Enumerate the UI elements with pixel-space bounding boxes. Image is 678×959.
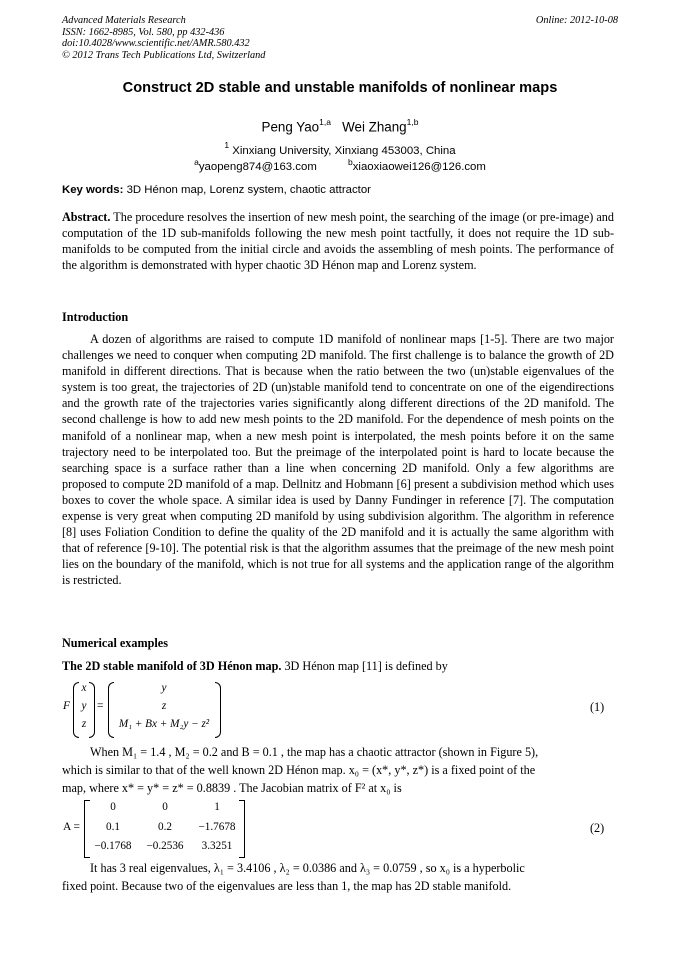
journal-name: Advanced Materials Research xyxy=(62,15,186,26)
eq2-cell: −1.7678 xyxy=(198,821,236,833)
eq1-equals: = xyxy=(97,700,104,712)
numerical-heading: Numerical examples xyxy=(62,636,168,650)
henon-subheading: The 2D stable manifold of 3D Hénon map. xyxy=(62,659,282,673)
when-line-2: which is similar to that of the well known 2D Hénon map. x₀ = (x*, y*, z*) is a fixed point of the xyxy=(62,763,536,777)
copyright-line: © 2012 Trans Tech Publications Ltd, Switzerland xyxy=(62,49,266,61)
eq1-rhs-1: y xyxy=(161,682,167,694)
eq2-number: (2) xyxy=(590,821,605,835)
author-2-name: Wei Zhang xyxy=(342,119,407,135)
abstract-label: Abstract. xyxy=(62,210,111,224)
eq1-F: F xyxy=(63,700,71,712)
keywords xyxy=(62,184,371,196)
keywords-text: 3D Hénon map, Lorenz system, chaotic attractor xyxy=(123,184,371,196)
eq1-vec-x: x xyxy=(81,682,87,694)
eq2-cell: −0.2536 xyxy=(146,840,184,852)
online-date: Online: 2012-10-08 xyxy=(535,15,618,26)
eq2-cell: 1 xyxy=(214,801,220,813)
email-a-sup: a xyxy=(194,157,199,167)
email-b[interactable]: xiaoxiaowei126@126.com xyxy=(352,160,486,173)
abstract-text: The procedure resolves the insertion of new mesh point, the searching of the image (or pre-image) and computation of the 1D sub-manifolds following the new mesh point tactfully, it does not require the 1D sub-manifolds to be computed from the initial circle and avoids the assembling of mesh points. The performance of the algorithm is demonstrated with hyper chaotic 3D Hénon map and Lorenz system. xyxy=(62,210,614,273)
issn-line: ISSN: 1662-8985, Vol. 580, pp 432-436 xyxy=(62,26,225,38)
email-line xyxy=(62,157,618,173)
journal-header xyxy=(62,15,618,61)
henon-intro-text: 3D Hénon map [11] is defined by xyxy=(281,659,448,673)
eq2-lhs: A = xyxy=(63,821,81,833)
abstract xyxy=(62,209,614,273)
affiliation-text: Xinxiang University, Xinxiang 453003, China xyxy=(229,144,456,157)
henon-subsection xyxy=(62,658,614,674)
eq2-cell: 3.3251 xyxy=(201,840,233,852)
affiliation-sup: 1 xyxy=(224,140,230,150)
author-1-name: Peng Yao xyxy=(261,119,320,135)
author-2-sup: 1,b xyxy=(406,117,419,127)
eq2-cell: 0.1 xyxy=(106,821,120,833)
eigen-line-2: fixed point. Because two of the eigenvalues are less than 1, the map has 2D stable manifold. xyxy=(62,879,512,893)
eq1-rhs-3: M₁ + Bx + M₂y − z² xyxy=(118,718,210,730)
eq1-vec-z: z xyxy=(81,718,87,730)
intro-heading: Introduction xyxy=(62,310,129,324)
eq1-vec-y: y xyxy=(81,700,87,712)
eq1-number: (1) xyxy=(590,700,605,714)
keywords-label: Key words: xyxy=(62,184,124,196)
eq2-cell: −0.1768 xyxy=(94,840,132,852)
author-1-sup: 1,a xyxy=(319,117,331,127)
paper-title: Construct 2D stable and unstable manifolds of nonlinear maps xyxy=(122,80,558,96)
email-b-sup: b xyxy=(348,157,353,167)
author-line xyxy=(62,118,618,134)
eq2-cell: 0 xyxy=(162,801,168,813)
eq2-cell: 0 xyxy=(110,801,116,813)
doi-line: doi:10.4028/www.scientific.net/AMR.580.432 xyxy=(62,38,250,49)
eq2-cell: 0.2 xyxy=(158,821,172,833)
email-a[interactable]: yaopeng874@163.com xyxy=(198,160,317,173)
intro-paragraph: A dozen of algorithms are raised to compute 1D manifold of nonlinear maps [1-5]. There are two major challenges we need to conquer when computing 2D manifold. The first challenge is to balance the growth of 2D manifold in different directions. That is because when the ratio between the two (un)stable eigenvalues of the system is too great, the trajectories of 2D (un)stable manifold tend to concentrate on one of the eigendirections and the growth rate of the trajectories varies significantly along different directions of the 2D manifold. The second challenge is how to add new mesh points to the 2D manifold. For the dependence of mesh points on the manifold of a nonlinear map, when a new mesh point is interpolated, the mesh points before it on the same trajectory need to be interpolated too. But the preimage of the interpolated point is hard to locate because the searching space is a surface rather than a line when concerning 2D manifold. Only a few algorithms are proposed to compute 2D manifold of a map. Dellnitz and Hobmann [6] present a subdivision method which uses boxes to cover the whole space. A similar idea is used by Danny Fundinger in reference [7]. The computation expense is very great when computing 2D manifold by using subdivision algorithm. The algorithm in reference [8] uses Foliation Condition to define the quality of the 2D manifold and it is actually the same algorithm with that of reference [9-10]. The potential risk is that the algorithm assumes that the preimage of the new mesh point lies on the boundary of the manifold, which is not true for all systems and the application range of the algorithm is restricted. xyxy=(62,332,614,588)
when-line-3: map, where x* = y* = z* = 0.8839 . The Jacobian matrix of F² at x₀ is xyxy=(62,781,402,795)
affiliation xyxy=(62,141,618,157)
when-line-1: When M₁ = 1.4 , M₂ = 0.2 and B = 0.1 , the map has a chaotic attractor (shown in Figure 5), xyxy=(90,745,539,759)
eigen-line-1: It has 3 real eigenvalues, λ₁ = 3.4106 , λ₂ = 0.0386 and λ₃ = 0.0759 , so x₀ is a hyperbolic xyxy=(90,861,525,875)
eq1-rhs-2: z xyxy=(161,700,167,712)
